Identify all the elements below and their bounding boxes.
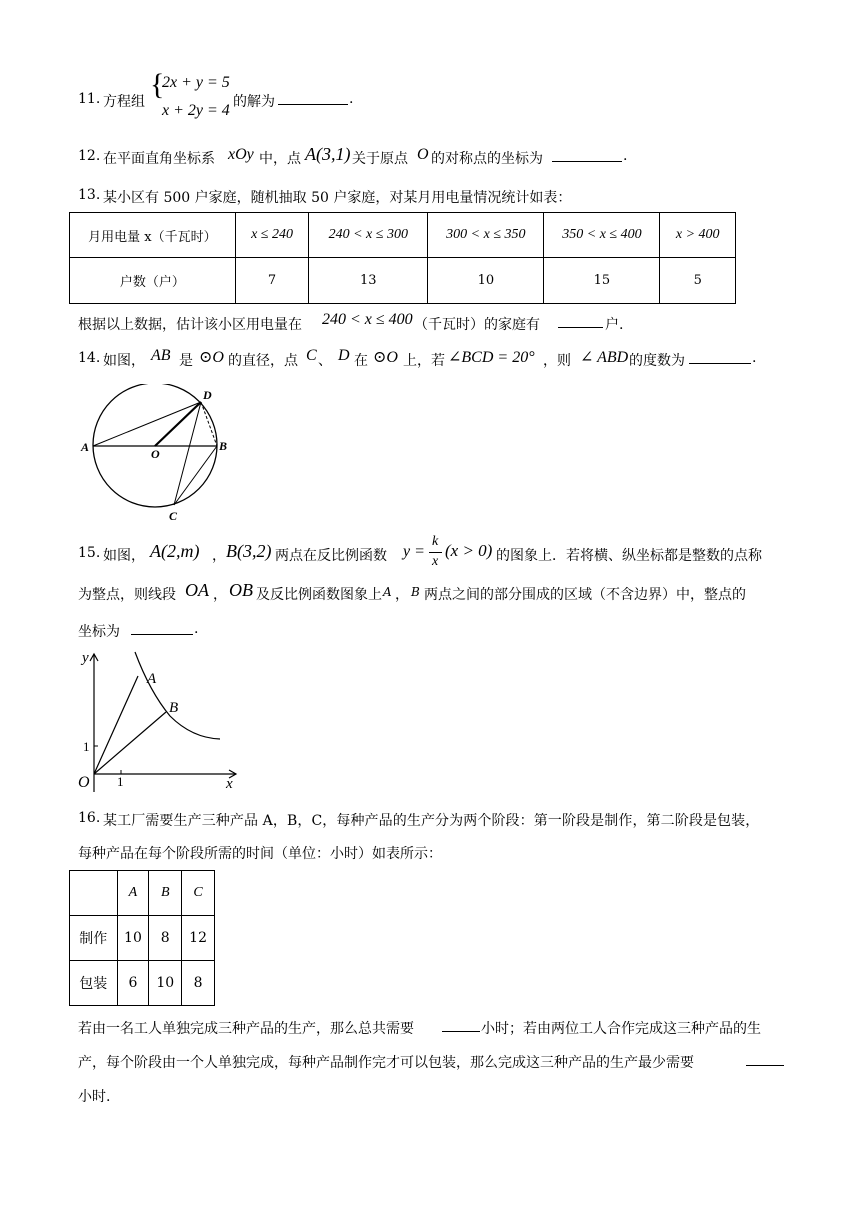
table-cell: 10 xyxy=(117,916,149,961)
q15-text: 如图， xyxy=(103,548,145,564)
label-C: C xyxy=(169,509,178,523)
q15-text: 坐标为 xyxy=(78,624,120,640)
table-header: C xyxy=(182,871,215,916)
q12-xoy: xOy xyxy=(228,146,254,163)
answer-blank xyxy=(552,149,622,162)
production-table xyxy=(69,870,215,1006)
table-cell: 15 xyxy=(544,258,660,304)
q14-circle: ⊙O xyxy=(373,349,398,366)
table-cell: 8 xyxy=(149,916,182,961)
q12-number: 12. xyxy=(78,148,101,164)
q14-d: D xyxy=(338,347,350,364)
q14-text: 如图， xyxy=(103,353,145,369)
tick-label-x: 1 xyxy=(117,774,124,789)
q15-func-x: x xyxy=(432,554,439,569)
q14-text: 、 xyxy=(318,353,332,369)
q12-text: 中，点 xyxy=(259,151,301,167)
table-row-label: 制作 xyxy=(70,916,118,961)
q15-func-k: k xyxy=(432,534,439,549)
usage-table xyxy=(69,212,736,304)
q16-text: 产，每个阶段由一个人单独完成，每种产品制作完才可以包装，那么完成这三种产品的生产最少需要 xyxy=(78,1055,694,1071)
q16-text: 小时；若由两位工人合作完成这三种产品的生 xyxy=(481,1021,761,1037)
q13-text: （千瓦时）的家庭有 xyxy=(414,317,540,333)
table-cell: 13 xyxy=(309,258,428,304)
q15-condition: (x > 0) xyxy=(445,541,493,560)
q15-ob: OB xyxy=(229,580,253,600)
q12-text: 关于原点 xyxy=(352,151,408,167)
q11-prefix: 方程组 xyxy=(103,94,145,110)
q15-func-y: y = xyxy=(403,543,425,560)
table-cell: 10 xyxy=(149,961,182,1006)
q13-text: 某小区有 500 户家庭，随机抽取 50 户家庭，对某月用电量情况统计如表： xyxy=(103,190,572,206)
q14-text: 是 xyxy=(179,353,193,369)
table-cell: 12 xyxy=(182,916,215,961)
table-header-range: 350 < x ≤ 400 xyxy=(544,213,660,258)
fraction-bar xyxy=(429,552,442,553)
q14-angle: ∠BCD = 20° xyxy=(448,349,535,366)
q12-text: 在平面直角坐标系 xyxy=(103,151,215,167)
label-D: D xyxy=(203,388,212,402)
q15-point-a: A(2,m) xyxy=(150,541,200,561)
q16-number: 16. xyxy=(78,810,101,826)
table-cell: 6 xyxy=(117,961,149,1006)
q14-text: ，则 xyxy=(543,353,571,369)
q15-number: 15. xyxy=(78,545,101,561)
answer-blank xyxy=(558,315,603,328)
q15-text: ， xyxy=(212,548,226,564)
q13-range: 240 < x ≤ 400 xyxy=(322,311,413,328)
table-row-label: 包装 xyxy=(70,961,118,1006)
answer-blank xyxy=(442,1019,480,1032)
q12-period: . xyxy=(623,148,628,164)
q11-suffix: 的解为 xyxy=(233,94,275,110)
q15-text: 的图象上．若将横、纵坐标都是整数的点称 xyxy=(496,548,762,564)
q14-text: 的度数为 xyxy=(629,353,685,369)
q14-circle: ⊙O xyxy=(199,349,224,366)
table-header-label: 月用电量 x（千瓦时） xyxy=(70,213,236,258)
answer-blank xyxy=(689,351,751,364)
table-cell: 8 xyxy=(182,961,215,1006)
q15-text: 两点在反比例函数 xyxy=(275,548,387,564)
q15-text: 及反比例函数图象上 xyxy=(256,587,382,603)
q15-period: . xyxy=(194,621,199,637)
q15-pa: A xyxy=(383,585,392,599)
q15-text: ， xyxy=(213,587,227,603)
table-row-label: 户数（户） xyxy=(70,258,236,304)
table-corner xyxy=(70,871,118,916)
q11-eq1: 2x + y = 5 xyxy=(162,74,230,91)
q16-text: 小时. xyxy=(78,1089,111,1105)
q11-number: 11. xyxy=(78,91,101,107)
q14-text: 在 xyxy=(354,353,368,369)
q15-text: 两点之间的部分围成的区域（不含边界）中，整点的 xyxy=(424,587,746,603)
table-header-range: 300 < x ≤ 350 xyxy=(428,213,544,258)
q11-eq2: x + 2y = 4 xyxy=(162,102,230,119)
q13-text: 根据以上数据，估计该小区用电量在 xyxy=(78,317,302,333)
q15-pb: B xyxy=(411,585,420,599)
q14-c: C xyxy=(306,347,317,364)
circle-figure xyxy=(78,384,238,524)
q13-text: 户. xyxy=(605,317,624,333)
table-header-range: x ≤ 240 xyxy=(235,213,309,258)
q13-number: 13. xyxy=(78,187,101,203)
axis-label-y: y xyxy=(82,650,89,666)
q14-number: 14. xyxy=(78,350,101,366)
q16-text: 每种产品在每个阶段所需的时间（单位：小时）如表所示： xyxy=(78,846,442,862)
q11-period: . xyxy=(349,91,354,107)
label-O: O xyxy=(151,447,160,461)
q15-point-b: B(3,2) xyxy=(226,541,272,561)
table-header-range: 240 < x ≤ 300 xyxy=(309,213,428,258)
q12-origin: O xyxy=(417,146,429,163)
q14-period: . xyxy=(752,350,757,366)
tick-label-y: 1 xyxy=(83,739,90,754)
q15-text: 为整点，则线段 xyxy=(78,587,176,603)
table-cell: 7 xyxy=(235,258,309,304)
answer-blank xyxy=(746,1053,784,1066)
point-label-B: B xyxy=(169,700,179,716)
q16-text: 若由一名工人单独完成三种产品的生产，那么总共需要 xyxy=(78,1021,414,1037)
q12-text: 的对称点的坐标为 xyxy=(431,151,543,167)
q15-text: ， xyxy=(395,587,409,603)
answer-blank xyxy=(278,92,348,105)
table-header: B xyxy=(149,871,182,916)
label-A: A xyxy=(81,440,90,454)
table-cell: 10 xyxy=(428,258,544,304)
answer-blank xyxy=(131,622,193,635)
hyperbola-figure xyxy=(74,646,244,794)
q15-oa: OA xyxy=(185,580,209,600)
table-cell: 5 xyxy=(660,258,736,304)
q14-ab: AB xyxy=(151,347,171,364)
q16-text: 某工厂需要生产三种产品 A，B，C，每种产品的生产分为两个阶段：第一阶段是制作，第二阶段是包装， xyxy=(103,813,760,829)
table-header-range: x > 400 xyxy=(660,213,736,258)
table-header: A xyxy=(117,871,149,916)
q14-angle: ∠ ABD xyxy=(580,349,629,366)
q12-point: A(3,1) xyxy=(305,144,351,164)
q14-text: 的直径，点 xyxy=(228,353,298,369)
label-B: B xyxy=(219,439,228,453)
point-label-A: A xyxy=(147,671,157,687)
axis-label-x: x xyxy=(226,776,233,792)
brace: { xyxy=(150,68,165,101)
q14-text: 上，若 xyxy=(403,353,445,369)
origin-label: O xyxy=(78,774,90,791)
